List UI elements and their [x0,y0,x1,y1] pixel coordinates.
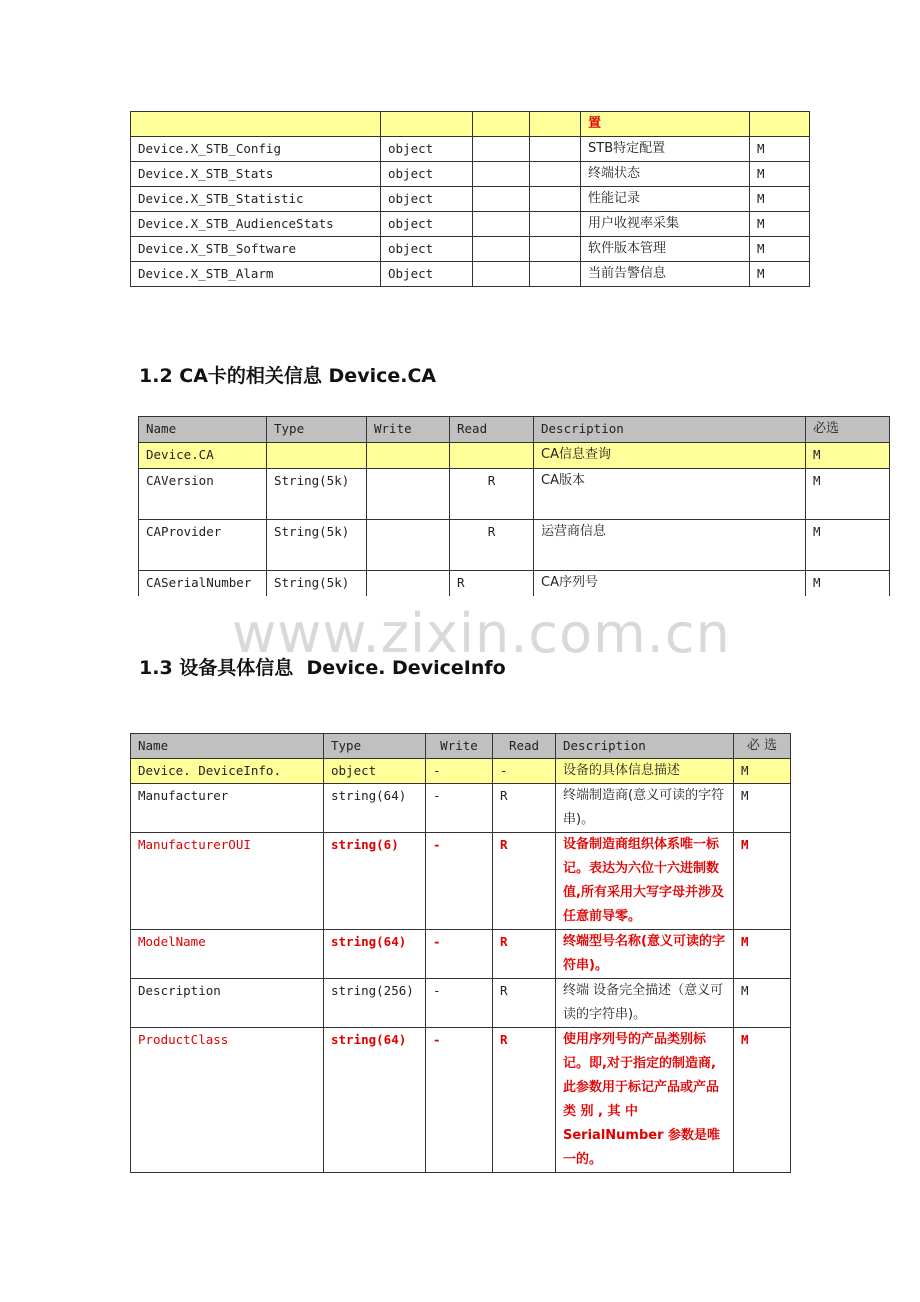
name-cell: Description [131,979,324,1028]
desc-cell: 性能记录 [581,187,750,212]
stb-object-table [130,111,810,287]
table-row [131,759,791,784]
table-row [131,930,791,979]
write-cell [367,520,450,571]
write-cell: - [426,784,493,833]
desc-cell: 设备的具体信息描述 [556,759,734,784]
req-cell: M [734,979,791,1028]
table-row [131,212,810,237]
desc-cell: 用户收视率采集 [581,212,750,237]
type-cell: object [381,162,473,187]
req-cell: M [750,237,810,262]
table-header-row [139,417,890,443]
desc-cell: 使用序列号的产品类别标记。即,对于指定的制造商,此参数用于标记产品或产品 类 别 , 其 中 SerialNumber 参数是唯一的。 [556,1028,734,1173]
table-row [131,833,791,930]
name-cell: CAProvider [139,520,267,571]
deviceinfo-table [130,733,791,1173]
type-cell: string(64) [324,1028,426,1173]
req-cell: M [750,212,810,237]
type-cell: object [381,137,473,162]
header-description: Description [556,734,734,759]
header-description: Description [534,417,806,443]
type-cell [267,443,367,469]
header-type: Type [267,417,367,443]
read-cell: R [450,520,534,571]
table-row [131,1028,791,1173]
type-cell: Object [381,262,473,287]
name-cell: ManufacturerOUI [131,833,324,930]
write-cell: - [426,979,493,1028]
type-cell: object [381,212,473,237]
req-cell: M [806,443,890,469]
name-cell: Device.X_STB_Software [131,237,381,262]
req-cell: M [806,469,890,520]
write-cell [367,443,450,469]
table-row [139,571,890,597]
table-row [139,443,890,469]
type-cell: object [381,187,473,212]
read-cell: R [493,833,556,930]
desc-cell: 设备制造商组织体系唯一标记。表达为六位十六进制数值,所有采用大写字母并涉及任意前导零。 [556,833,734,930]
name-cell: CASerialNumber [139,571,267,597]
type-cell: string(64) [324,930,426,979]
write-cell: - [426,833,493,930]
type-cell: string(64) [324,784,426,833]
desc-cell: 软件版本管理 [581,237,750,262]
name-cell: Device.X_STB_Stats [131,162,381,187]
section-heading-ca: 1.2 CA卡的相关信息 Device.CA [139,365,437,387]
desc-cell: 终端状态 [581,162,750,187]
read-cell: R [493,979,556,1028]
table-row [139,520,890,571]
read-cell: R [450,571,534,597]
header-required: 必 选 [734,734,791,759]
type-cell: String(5k) [267,469,367,520]
table-row [131,237,810,262]
table-row [131,187,810,212]
header-required: 必选 [806,417,890,443]
desc-cell: 终端 设备完全描述（意义可读的字符串)。 [556,979,734,1028]
table-row [131,262,810,287]
desc-cell: STB特定配置 [581,137,750,162]
read-cell: R [493,930,556,979]
header-name: Name [131,734,324,759]
table-row [131,979,791,1028]
req-cell: M [734,1028,791,1173]
table-row [131,137,810,162]
read-cell [450,443,534,469]
table-row [131,112,810,137]
name-cell: Device.X_STB_Statistic [131,187,381,212]
type-cell: String(5k) [267,571,367,597]
name-cell: ModelName [131,930,324,979]
name-cell: CAVersion [139,469,267,520]
header-write: Write [367,417,450,443]
table-row [131,162,810,187]
req-cell: M [806,520,890,571]
write-cell [367,469,450,520]
name-cell: Device.X_STB_AudienceStats [131,212,381,237]
write-cell: - [426,1028,493,1173]
read-cell: - [493,759,556,784]
read-cell: R [493,1028,556,1173]
req-cell: M [750,137,810,162]
write-cell: - [426,759,493,784]
header-write: Write [426,734,493,759]
desc-cell: CA版本 [534,469,806,520]
req-cell: M [750,187,810,212]
write-cell: - [426,930,493,979]
desc-cell: 终端型号名称(意义可读的字符串)。 [556,930,734,979]
header-read: Read [493,734,556,759]
watermark: www.zixin.com.cn [232,602,731,665]
desc-cell: CA序列号 [534,571,806,597]
name-cell: Manufacturer [131,784,324,833]
type-cell: string(6) [324,833,426,930]
name-cell: Device.X_STB_Alarm [131,262,381,287]
desc-cell: CA信息查询 [534,443,806,469]
req-cell: M [750,262,810,287]
header-type: Type [324,734,426,759]
desc-cell: 运营商信息 [534,520,806,571]
read-cell: R [493,784,556,833]
read-cell: R [450,469,534,520]
ca-table [138,416,890,596]
type-cell: object [381,237,473,262]
header-name: Name [139,417,267,443]
req-cell: M [806,571,890,597]
section-heading-deviceinfo: 1.3 设备具体信息 Device. DeviceInfo [139,657,506,679]
name-cell: Device.X_STB_Config [131,137,381,162]
name-cell: ProductClass [131,1028,324,1173]
name-cell: Device. DeviceInfo. [131,759,324,784]
desc-cell: 置 [581,112,750,137]
header-read: Read [450,417,534,443]
type-cell: string(256) [324,979,426,1028]
name-cell: Device.CA [139,443,267,469]
req-cell: M [734,930,791,979]
type-cell: String(5k) [267,520,367,571]
ca-table-clip [138,416,890,596]
req-cell: M [734,759,791,784]
req-cell: M [734,833,791,930]
write-cell [367,571,450,597]
req-cell: M [734,784,791,833]
type-cell: object [324,759,426,784]
table-header-row [131,734,791,759]
desc-cell: 当前告警信息 [581,262,750,287]
table-row [139,469,890,520]
table-row [131,784,791,833]
req-cell: M [750,162,810,187]
desc-cell: 终端制造商(意义可读的字符串)。 [556,784,734,833]
